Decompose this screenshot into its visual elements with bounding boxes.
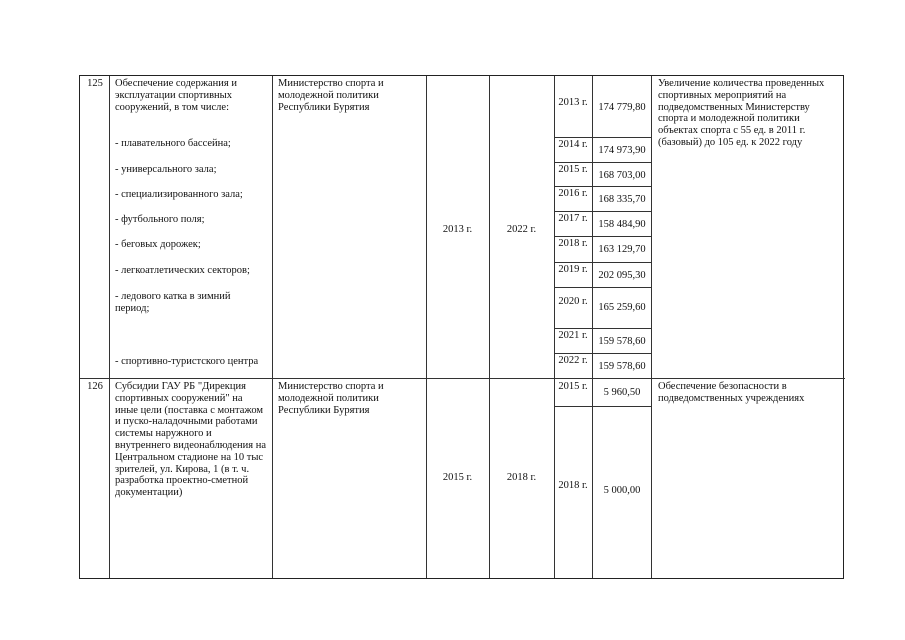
funding-amount: 5 000,00: [603, 485, 641, 496]
funding-amount: 5 960,50: [603, 387, 641, 398]
funding-year: 2015 г.: [558, 164, 588, 175]
subrow-divider: [554, 162, 651, 163]
subrow-divider: [554, 262, 651, 263]
col-divider: [554, 76, 555, 578]
col-divider: [109, 76, 110, 578]
row-number: 126: [87, 381, 103, 392]
subitem: - легкоатлетических секторов;: [115, 265, 250, 276]
expected-result: Обеспечение безопасности в подведомственных учреждениях: [658, 381, 805, 404]
col-divider: [651, 76, 652, 578]
subrow-divider: [554, 137, 651, 138]
col-divider: [426, 76, 427, 578]
funding-year: 2018 г.: [558, 238, 588, 249]
subitem: - универсального зала;: [115, 164, 217, 175]
funding-year: 2019 г.: [558, 264, 588, 275]
row-number: 125: [87, 78, 103, 89]
col-divider: [489, 76, 490, 578]
subrow-divider: [554, 186, 651, 187]
start-year: 2015 г.: [442, 472, 473, 483]
subitem: - плавательного бассейна;: [115, 138, 231, 149]
subitem: - специализированного зала;: [115, 189, 243, 200]
funding-year: 2020 г.: [558, 296, 588, 307]
subitem: - беговых дорожек;: [115, 239, 201, 250]
subrow-divider: [554, 211, 651, 212]
item-title: Обеспечение содержания и эксплуатации спортивных сооружений, в том числе:: [115, 78, 237, 113]
funding-amount: 168 335,70: [598, 194, 646, 205]
funding-year: 2016 г.: [558, 188, 588, 199]
end-year: 2018 г.: [506, 472, 537, 483]
row-divider: [80, 378, 845, 379]
start-year: 2013 г.: [442, 224, 473, 235]
responsible-ministry: Министерство спорта и молодежной политики Республики Бурятия: [278, 381, 384, 416]
col-divider: [272, 76, 273, 578]
funding-amount: 163 129,70: [598, 244, 646, 255]
item-title: Субсидии ГАУ РБ "Дирекция спортивных сооружений" на иные цели (поставка с монтажом и пуско-наладочными работами системы наружного и внутреннего видеонаблюдения на Центральном стадионе на 10 тыс зрителей, ул. Кирова, 1 (в т. ч. разработка проектно-сметной документации): [115, 381, 266, 499]
funding-year: 2018 г.: [558, 480, 588, 491]
end-year: 2022 г.: [506, 224, 537, 235]
funding-amount: 202 095,30: [598, 270, 646, 281]
funding-amount: 168 703,00: [598, 170, 646, 181]
funding-amount: 159 578,60: [598, 336, 646, 347]
subrow-divider: [554, 353, 651, 354]
responsible-ministry: Министерство спорта и молодежной политики Республики Бурятия: [278, 78, 384, 113]
subrow-divider: [554, 328, 651, 329]
funding-amount: 158 484,90: [598, 219, 646, 230]
subitem: - футбольного поля;: [115, 214, 205, 225]
subrow-divider: [554, 406, 651, 407]
funding-year: 2013 г.: [558, 97, 588, 108]
funding-amount: 159 578,60: [598, 361, 646, 372]
funding-year: 2015 г.: [558, 381, 588, 392]
expected-result: Увеличение количества проведенных спортивных мероприятий на подведомственных Министерству спорта и молодежной политики объектах спорта с 55 ед. в 2011 г. (базовый) до 105 ед. к 2022 году: [658, 78, 825, 148]
subitem: - ледового катка в зимний период;: [115, 291, 231, 314]
funding-amount: 174 973,90: [598, 145, 646, 156]
subrow-divider: [554, 287, 651, 288]
funding-year: 2017 г.: [558, 213, 588, 224]
funding-year: 2022 г.: [558, 355, 588, 366]
funding-year: 2021 г.: [558, 330, 588, 341]
subrow-divider: [554, 236, 651, 237]
subitem: - спортивно-туристского центра: [115, 356, 259, 367]
program-table: [79, 75, 844, 579]
funding-amount: 165 259,60: [598, 302, 646, 313]
funding-amount: 174 779,80: [598, 102, 646, 113]
funding-year: 2014 г.: [558, 139, 588, 150]
